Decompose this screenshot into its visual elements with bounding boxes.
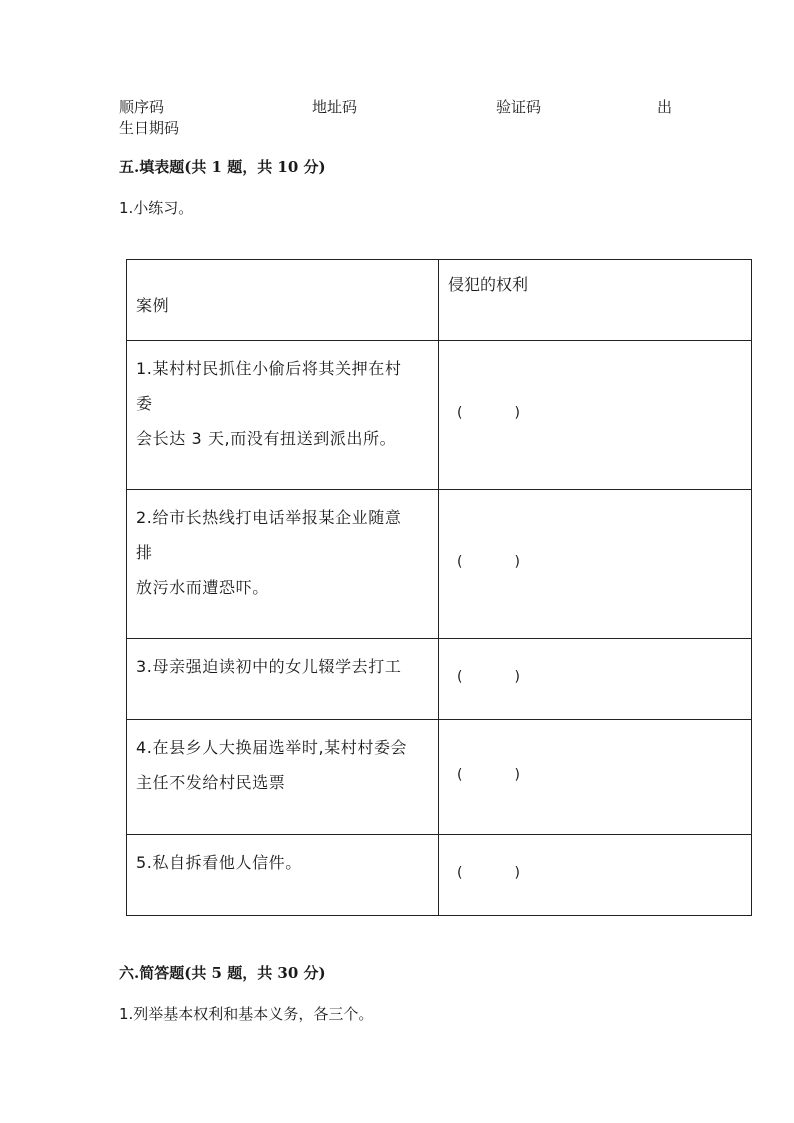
- answer-cell[interactable]: [439, 720, 752, 835]
- answer-blank[interactable]: [457, 767, 520, 783]
- paren-open: (: [457, 865, 463, 881]
- case-cell: [127, 341, 439, 490]
- answer-blank[interactable]: [457, 405, 520, 421]
- question-text: 1.列举基本权利和基本义务，各三个。: [119, 1005, 374, 1023]
- rights-table: [126, 259, 752, 916]
- section-heading: 五.填表题(共 1 题，共 10 分): [119, 158, 326, 176]
- paren-open: (: [457, 405, 463, 421]
- paren-close: ): [514, 554, 520, 570]
- table-header-row: [127, 260, 752, 341]
- case-cell: [127, 639, 439, 720]
- case-line: 5.私自拆看他人信件。: [136, 853, 302, 872]
- header-label: 案例: [136, 296, 170, 315]
- case-cell: [127, 835, 439, 916]
- case-line: 1.某村村民抓住小偷后将其关押在村: [136, 359, 402, 378]
- option-item: 验证码: [496, 98, 542, 116]
- table-row: [127, 341, 752, 490]
- table-row: [127, 639, 752, 720]
- answer-blank[interactable]: [457, 669, 520, 685]
- answer-blank[interactable]: [457, 554, 520, 570]
- case-line: 3.母亲强迫读初中的女儿辍学去打工: [136, 657, 402, 676]
- case-line: 4.在县乡人大换届选举时,某村村委会: [136, 738, 408, 757]
- paren-close: ): [514, 669, 520, 685]
- question-text: 1.小练习。: [119, 199, 194, 217]
- paren-open: (: [457, 767, 463, 783]
- header-cell-case: [127, 260, 439, 341]
- paren-open: (: [457, 669, 463, 685]
- table-row: [127, 490, 752, 639]
- case-line: 2.给市长热线打电话举报某企业随意: [136, 508, 402, 527]
- header-cell-right: [439, 260, 752, 341]
- answer-cell[interactable]: [439, 341, 752, 490]
- answer-cell[interactable]: [439, 835, 752, 916]
- header-label: 侵犯的权利: [448, 275, 529, 294]
- paren-close: ): [514, 767, 520, 783]
- case-line: 主任不发给村民选票: [136, 773, 286, 792]
- case-line: 排: [136, 543, 153, 562]
- answer-blank[interactable]: [457, 865, 520, 881]
- option-item-wrap: 生日期码: [119, 119, 180, 137]
- case-line: 会长达 3 天,而没有扭送到派出所。: [136, 429, 397, 448]
- paren-close: ): [514, 865, 520, 881]
- table-row: [127, 720, 752, 835]
- paren-close: ): [514, 405, 520, 421]
- case-cell: [127, 490, 439, 639]
- table-row: [127, 835, 752, 916]
- option-item: 出: [657, 98, 673, 116]
- answer-cell[interactable]: [439, 490, 752, 639]
- section-heading: 六.简答题(共 5 题，共 30 分): [119, 964, 326, 982]
- case-line: 委: [136, 394, 153, 413]
- case-line: 放污水而遭恐吓。: [136, 578, 269, 597]
- option-item: 顺序码: [119, 98, 165, 116]
- option-item: 地址码: [312, 98, 358, 116]
- case-cell: [127, 720, 439, 835]
- paren-open: (: [457, 554, 463, 570]
- answer-cell[interactable]: [439, 639, 752, 720]
